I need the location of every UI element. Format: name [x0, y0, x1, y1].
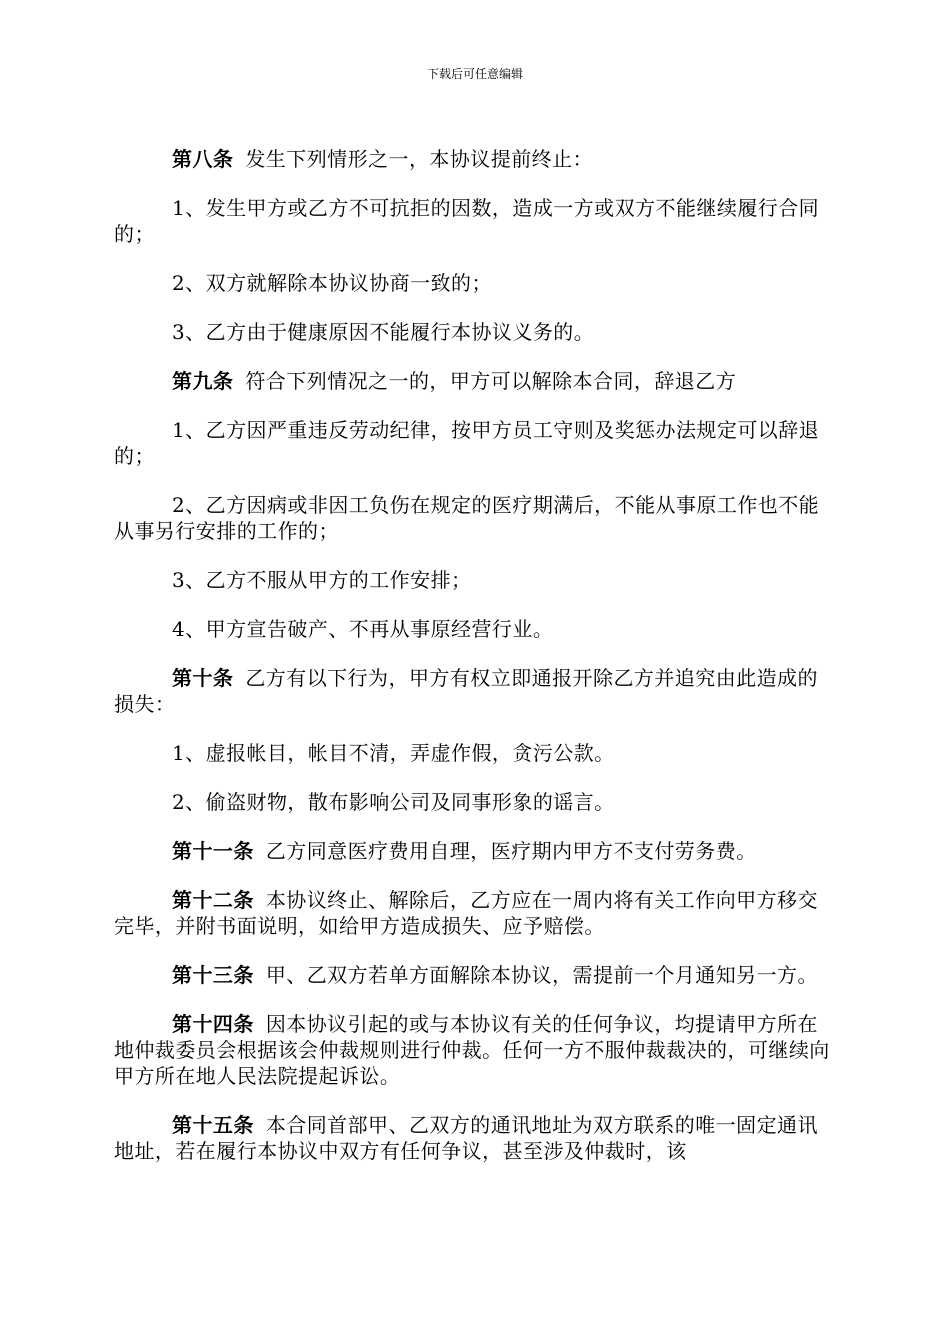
article-number: 第九条 [172, 369, 234, 393]
paragraph-text: 4、甲方宣告破产、不再从事原经营行业。 [172, 617, 554, 641]
paragraph [114, 665, 836, 717]
page-header: 下载后可任意编辑 [426, 67, 523, 81]
paragraph-text: 乙方同意医疗费用自理，医疗期内甲方不支付劳务费。 [265, 839, 757, 863]
paragraph-text: 1、虚报帐目，帐目不清，弄虚作假，贪污公款。 [172, 741, 615, 765]
paragraph-text: 发生下列情形之一，本协议提前终止： [245, 147, 594, 171]
paragraph-text: 1、乙方因严重违反劳动纪律，按甲方员工守则及奖惩办法规定可以辞退的； [114, 418, 820, 468]
paragraph [114, 146, 836, 172]
article-number: 第十一条 [172, 839, 254, 863]
article-number: 第十四条 [172, 1012, 254, 1036]
paragraph-text: 2、偷盗财物，散布影响公司及同事形象的谣言。 [172, 790, 615, 814]
paragraph-text: 2、双方就解除本协议协商一致的； [172, 271, 492, 295]
article-number: 第十三条 [172, 963, 254, 987]
paragraph-text: 3、乙方由于健康原因不能履行本协议义务的。 [172, 320, 595, 344]
paragraph-text: 甲、乙双方若单方面解除本协议，需提前一个月通知另一方。 [265, 963, 818, 987]
paragraph-text: 因本协议引起的或与本协议有关的任何争议，均提请甲方所在地仲裁委员会根据该会仲裁规则进行仲裁。任何一方不服仲裁裁决的，可继续向甲方所在地人民法院提起诉讼。 [114, 1012, 830, 1088]
paragraph-text: 符合下列情况之一的，甲方可以解除本合同，辞退乙方 [245, 369, 737, 393]
article-number: 第十二条 [172, 888, 254, 912]
paragraph [114, 740, 836, 766]
paragraph [114, 616, 836, 642]
paragraph [114, 567, 836, 593]
article-number: 第十五条 [172, 1113, 254, 1137]
paragraph-text: 1、发生甲方或乙方不可抗拒的因数，造成一方或双方不能继续履行合同的； [114, 196, 820, 246]
paragraph-text: 本合同首部甲、乙双方的通讯地址为双方联系的唯一固定通讯地址，若在履行本协议中双方有任何争议，甚至涉及仲裁时，该 [114, 1113, 818, 1163]
paragraph-text: 2、乙方因病或非因工负伤在规定的医疗期满后，不能从事原工作也不能从事另行安排的工作的； [114, 493, 820, 543]
paragraph [114, 1112, 836, 1164]
article-number: 第八条 [172, 147, 234, 171]
paragraph [114, 319, 836, 345]
paragraph [114, 789, 836, 815]
paragraph [114, 887, 836, 939]
contract-body [114, 146, 836, 1187]
paragraph [114, 962, 836, 988]
paragraph-text: 乙方有以下行为，甲方有权立即通报开除乙方并追究由此造成的损失： [114, 666, 818, 716]
paragraph-text: 3、乙方不服从甲方的工作安排； [172, 568, 472, 592]
paragraph [114, 492, 836, 544]
paragraph-text: 本协议终止、解除后，乙方应在一周内将有关工作向甲方移交完毕，并附书面说明，如给甲方造成损失、应予赔偿。 [114, 888, 818, 938]
paragraph [114, 417, 836, 469]
paragraph [114, 1011, 836, 1089]
paragraph [114, 838, 836, 864]
paragraph [114, 270, 836, 296]
paragraph [114, 368, 836, 394]
paragraph [114, 195, 836, 247]
article-number: 第十条 [172, 666, 234, 690]
